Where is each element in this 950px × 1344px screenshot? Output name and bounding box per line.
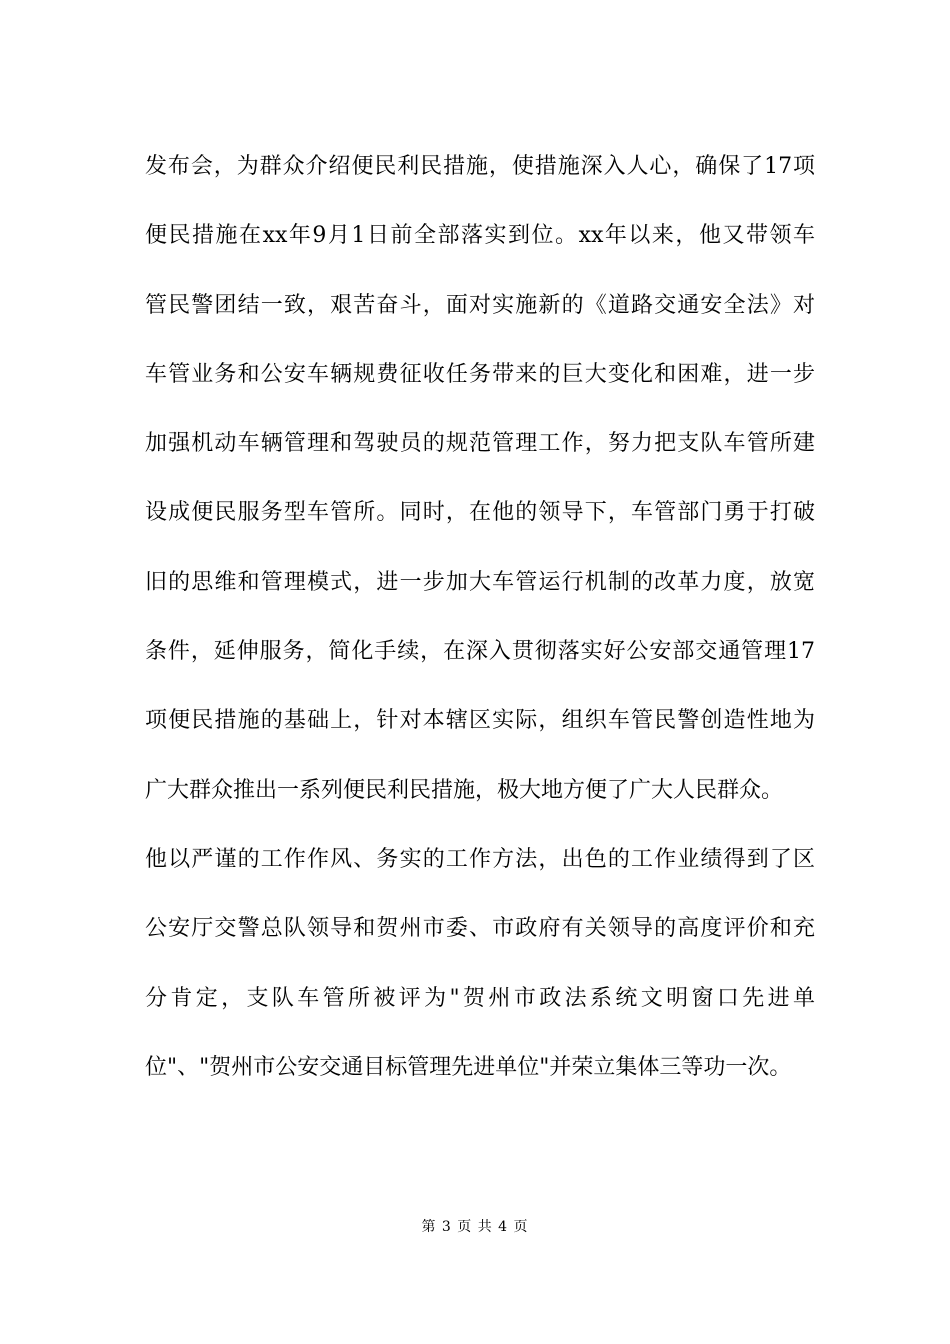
- text-line: 旧的思维和管理模式，进一步加大车管运行机制的改革力度，放宽: [145, 569, 815, 595]
- text-line: 位"、"贺州市公安交通目标管理先进单位"并荣立集体三等功一次。: [145, 1054, 792, 1080]
- text-line: 加强机动车辆管理和驾驶员的规范管理工作，努力把支队车管所建: [145, 431, 815, 457]
- text-line: 条件，延伸服务，简化手续，在深入贯彻落实好公安部交通管理17: [145, 639, 815, 665]
- page-number: 第 3 页 共 4 页: [421, 1219, 529, 1235]
- text-line: 管民警团结一致，艰苦奋斗，面对实施新的《道路交通安全法》对: [145, 292, 815, 318]
- text-line: 发布会，为群众介绍便民利民措施，使措施深入人心，确保了17项: [145, 154, 815, 179]
- text-line: 公安厅交警总队领导和贺州市委、市政府有关领导的高度评价和充: [145, 916, 815, 942]
- text-line: 项便民措施的基础上，针对本辖区实际，组织车管民警创造性地为: [145, 708, 815, 734]
- body-text: [145, 132, 815, 1102]
- text-line: 广大群众推出一系列便民利民措施，极大地方便了广大人民群众。: [145, 777, 784, 803]
- text-line: 设成便民服务型车管所。同时，在他的领导下，车管部门勇于打破: [145, 500, 815, 526]
- text-line: 他以严谨的工作作风、务实的工作方法，出色的工作业绩得到了区: [145, 846, 815, 872]
- text-line: 分肯定，支队车管所被评为"贺州市政法系统文明窗口先进单: [145, 985, 815, 1011]
- text-line: 便民措施在xx年9月1日前全部落实到位。xx年以来，他又带领车: [145, 223, 815, 249]
- text-line: 车管业务和公安车辆规费征收任务带来的巨大变化和困难，进一步: [145, 361, 815, 387]
